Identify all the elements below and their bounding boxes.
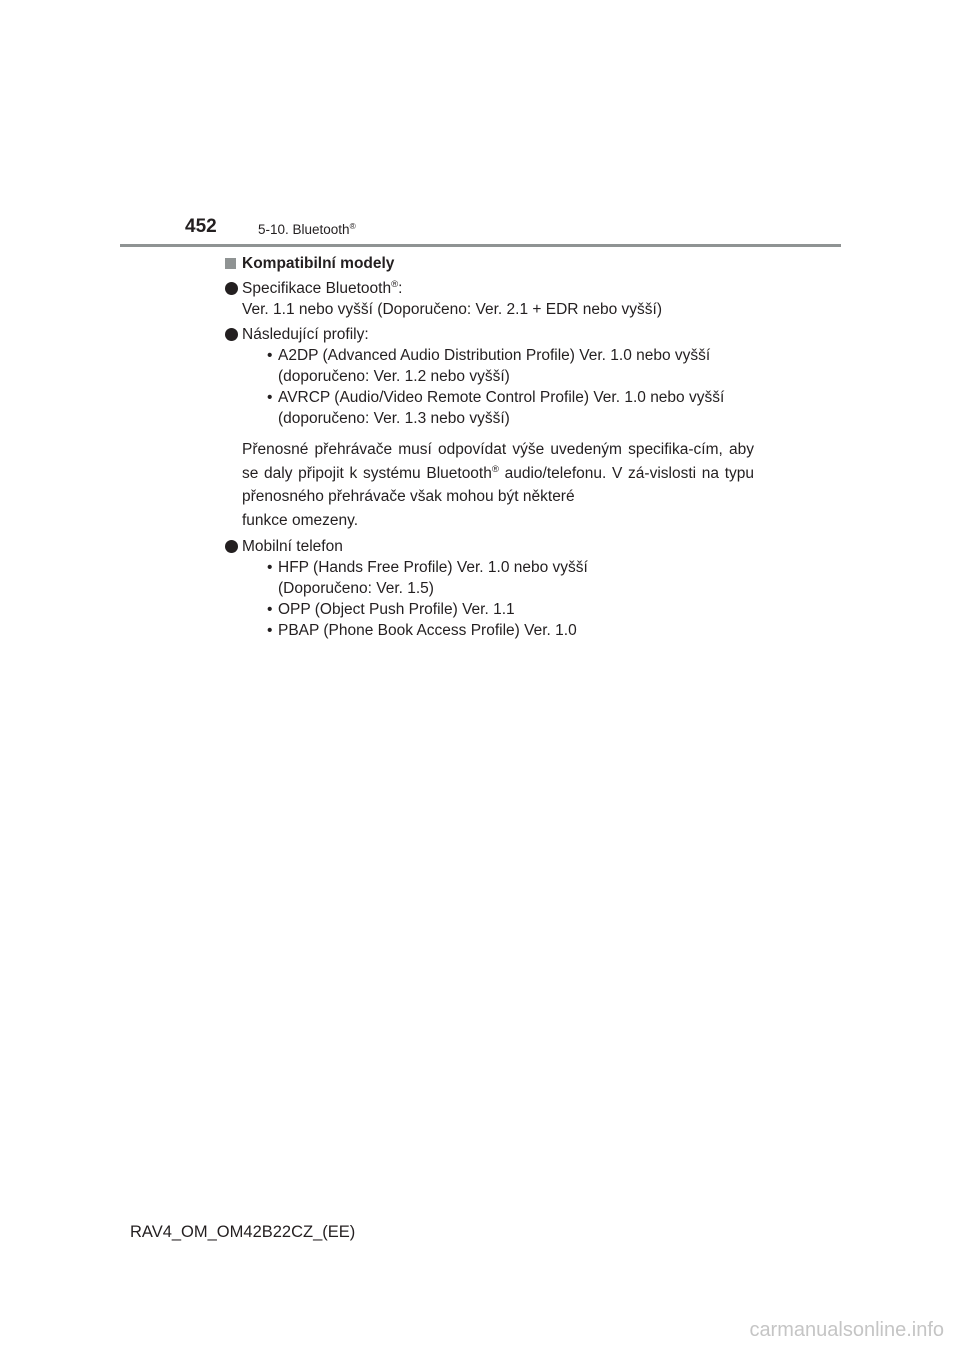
paragraph-text: audio/telefonu. V zá-vislosti na typu přenosného přehrávače však mohou být některé: [242, 464, 754, 505]
circle-bullet-icon: [225, 540, 238, 553]
info-paragraph: [224, 438, 754, 532]
mobile-label: Mobilní telefon: [242, 538, 343, 555]
dot-bullet-icon: •: [267, 389, 273, 406]
list-item-line: HFP (Hands Free Profile) Ver. 1.0 nebo vyšší: [278, 559, 588, 576]
square-bullet-icon: [225, 258, 236, 269]
list-item-line: A2DP (Advanced Audio Distribution Profile) Ver. 1.0 nebo vyšší: [278, 347, 711, 364]
content: [224, 253, 754, 641]
registered-mark: ®: [391, 279, 399, 291]
mobile-bullet: [224, 536, 754, 557]
spec-label: Specifikace Bluetooth: [242, 280, 392, 297]
list-item: [224, 557, 754, 599]
dot-bullet-icon: •: [267, 559, 273, 576]
page-number: 452: [185, 216, 217, 237]
list-item-line: OPP (Object Push Profile) Ver. 1.1: [278, 601, 515, 618]
heading-text: Kompatibilní modely: [242, 255, 395, 272]
watermark: carmanualsonline.info: [749, 1319, 944, 1341]
list-item: [224, 387, 754, 429]
section-title: [258, 222, 356, 237]
dot-bullet-icon: •: [267, 347, 273, 364]
spec-value: Ver. 1.1 nebo vyšší (Doporučeno: Ver. 2.1 + EDR nebo vyšší): [242, 301, 663, 318]
registered-mark: ®: [349, 220, 356, 231]
header-rule: [120, 244, 841, 247]
dot-bullet-icon: •: [267, 622, 273, 639]
profiles-bullet: [224, 324, 754, 345]
registered-mark: ®: [491, 463, 499, 475]
list-item-line: AVRCP (Audio/Video Remote Control Profile) Ver. 1.0 nebo vyšší: [278, 389, 725, 406]
list-item: [224, 620, 754, 641]
list-item-line: (doporučeno: Ver. 1.2 nebo vyšší): [278, 368, 510, 385]
list-item-line: (doporučeno: Ver. 1.3 nebo vyšší): [278, 410, 510, 427]
circle-bullet-icon: [225, 282, 238, 295]
spec-suffix: :: [398, 280, 403, 297]
list-item-line: PBAP (Phone Book Access Profile) Ver. 1.0: [278, 622, 577, 639]
profiles-label: Následující profily:: [242, 326, 369, 343]
section-heading: [224, 253, 754, 274]
circle-bullet-icon: [225, 328, 238, 341]
list-item: [224, 599, 754, 620]
list-item: [224, 345, 754, 387]
list-item-line: (Doporučeno: Ver. 1.5): [278, 580, 434, 597]
paragraph-last-line: funkce omezeny.: [242, 511, 359, 529]
document-code: RAV4_OM_OM42B22CZ_(EE): [130, 1223, 356, 1241]
spec-bullet: [224, 278, 754, 320]
section-title-text: 5-10. Bluetooth: [258, 222, 350, 237]
paragraph-text: Přenosné přehrávače musí odpovídat výše uvedeným specifika-cím, aby se daly připojit k systému Bluetooth: [242, 441, 754, 482]
dot-bullet-icon: •: [267, 601, 273, 618]
